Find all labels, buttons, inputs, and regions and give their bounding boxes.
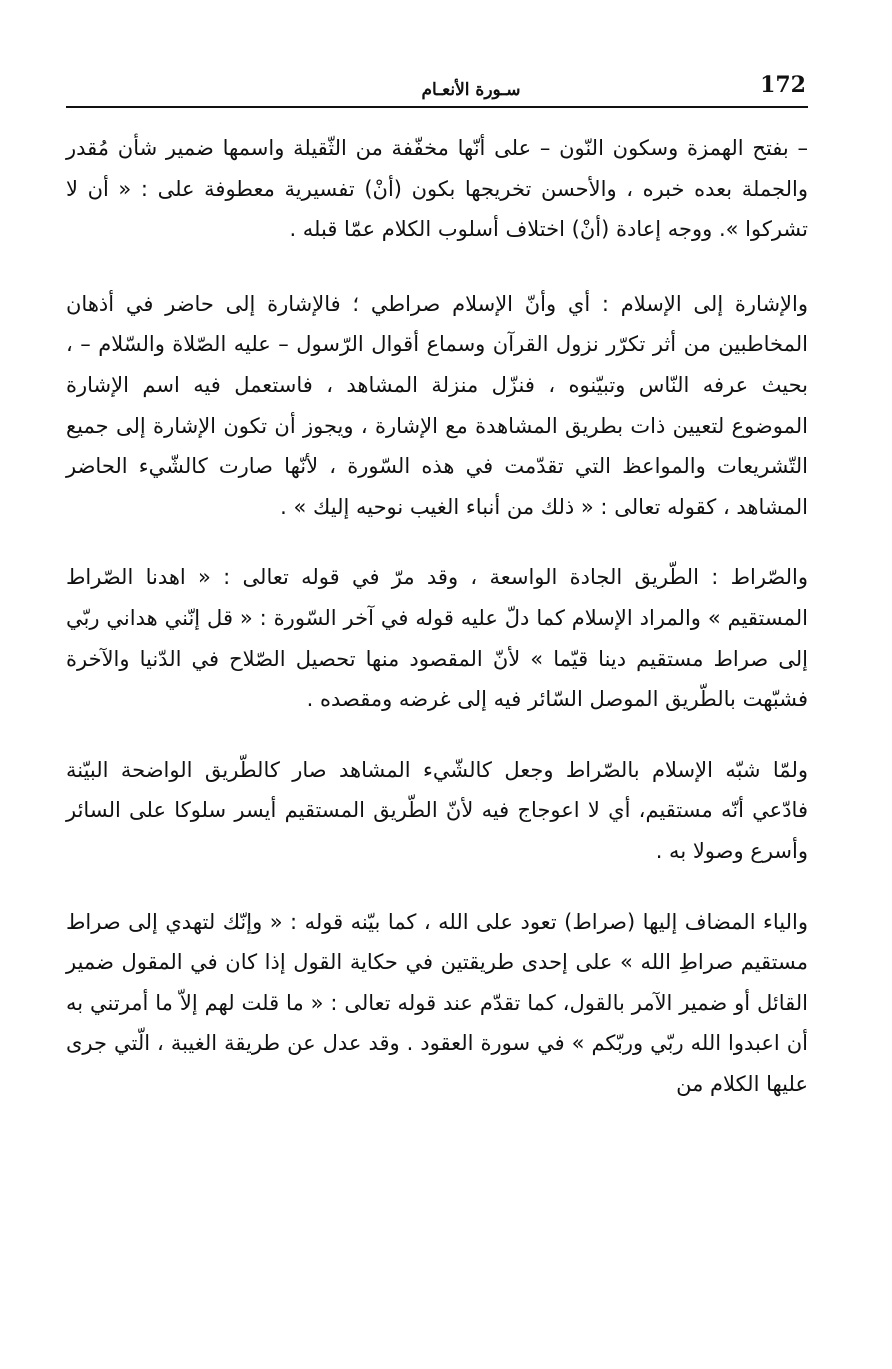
paragraph: والإشارة إلى الإسلام : أي وأنّ الإسلام صراطي ؛ فالإشارة إلى حاضر في أذهان المخاطبين من أثر تكرّر نزول القرآن وسماع أقوال الرّسول – عليه الصّلاة والسّلام – ، بحيث عرفه النّاس وتبيّنوه ، فنزّل منزلة المشاهد ، فاستعمل فيه اسم الإشارة الموضوع لتعيين ذات بطريق المشاهدة مع الإشارة ، ويجوز أن تكون الإشارة إلى جميع التّشريعات والمواعظ التي تقدّمت في هذه السّورة ، لأنّها صارت كالشّيء الحاضر المشاهد ، كقوله تعالى : « ذلك من أنباء الغيب نوحيه إليك » .: [66, 291, 808, 519]
running-title: سـورة الأنعـام: [421, 80, 521, 100]
page-header: [66, 66, 808, 108]
paragraph: والصّراط : الطّريق الجادة الواسعة ، وقد مرّ في قوله تعالى : « اهدنا الصّراط المستقيم » والمراد الإسلام كما دلّ عليه قوله في آخر السّورة : « قل إنّني هداني ربّي إلى صراط مستقيم دينا قيّما » لأنّ المقصود منها تحصيل الصّلاح في الدّنيا والآخرة فشبّهت بالطّريق الموصل السّائر فيه إلى غرضه ومقصده .: [66, 565, 808, 712]
page-body: [66, 128, 808, 1134]
page-number: 172: [760, 72, 806, 98]
paragraph: والياء المضاف إليها (صراط) تعود على الله ، كما بيّنه قوله : « وإنّك لتهدي إلى صراط مستقيم صراطِ الله » على إحدى طريقتين في حكاية القول إذا كان في المقول ضمير القائل أو ضمير الآمر بالقول، كما تقدّم عند قوله تعالى : « ما قلت لهم إلاّ ما أمرتني به أن اعبدوا الله ربّي وربّكم » في سورة العقود . وقد عدل عن طريقة الغيبة ، الّتي جرى عليها الكلام من: [66, 909, 808, 1096]
paragraph: – بفتح الهمزة وسكون النّون – على أنّها مخفّفة من الثّقيلة واسمها ضمير شأن مُقدر والجملة بعده خبره ، والأحسن تخريجها بكون (أنْ) تفسيرية معطوفة على : « أن لا تشركوا ». ووجه إعادة (أنْ) اختلاف أسلوب الكلام عمّا قبله .: [66, 136, 808, 242]
paragraph: ولمّا شبّه الإسلام بالصّراط وجعل كالشّيء المشاهد صار كالطّريق الواضحة البيّنة فادّعي أنّه مستقيم، أي لا اعوجاج فيه لأنّ الطّريق المستقيم أيسر سلوكا على السائر وأسرع وصولا به .: [66, 757, 808, 863]
